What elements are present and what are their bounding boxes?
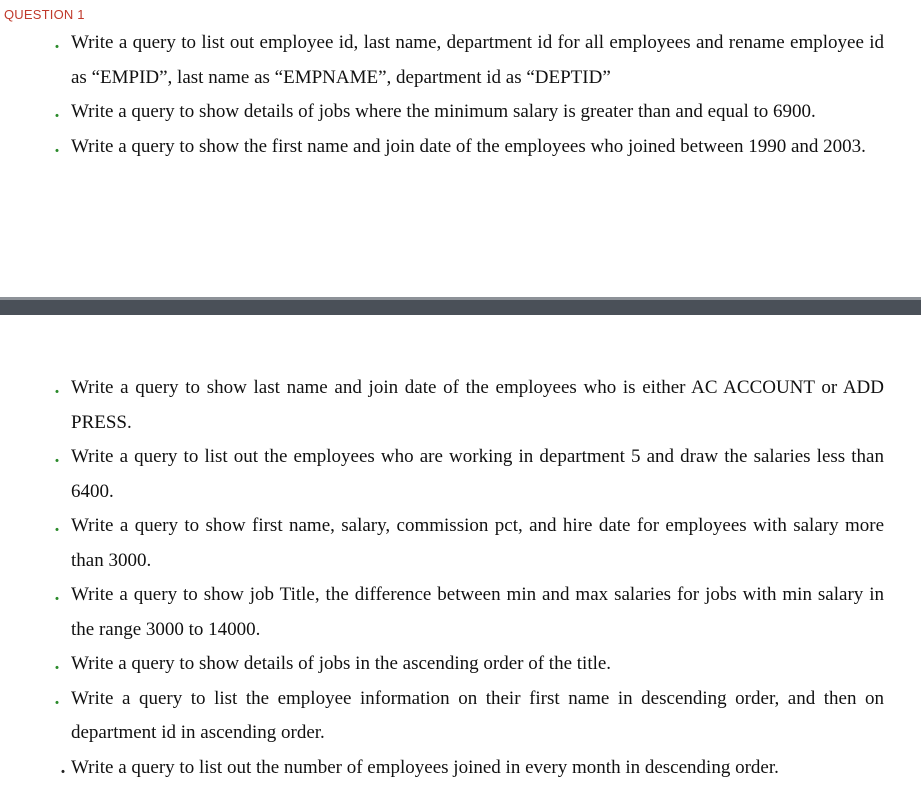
bullet-icon: .	[54, 687, 60, 709]
list-item	[0, 26, 921, 95]
question-text: Write a query to show the first name and join date of the employees who joined between 1990 and 2003.	[71, 135, 866, 157]
list-item	[0, 682, 921, 751]
bullet-icon: .	[54, 584, 60, 605]
bullet-icon: .	[54, 377, 60, 398]
bullet-icon: .	[60, 756, 66, 778]
question-text: Write a query to list out the employees who are working in department 5 and draw the salaries less than 6400.	[71, 446, 884, 502]
question-text: Write a query to list out employee id, last name, department id for all employees and rename employee id as “EMPID”, last name as “EMPNAME”, department id as “DEPTID”	[71, 32, 884, 88]
page-divider	[0, 297, 921, 315]
bullet-icon: .	[54, 446, 60, 467]
question-text: Write a query to show job Title, the difference between min and max salaries for jobs with min salary in the range 3000 to 14000.	[71, 584, 884, 640]
question-label: QUESTION 1	[4, 7, 85, 22]
list-item	[0, 130, 921, 165]
bullet-icon: .	[54, 515, 60, 536]
bullet-icon: .	[54, 135, 60, 157]
list-item	[0, 440, 921, 509]
bullet-icon: .	[54, 32, 60, 53]
question-text: Write a query to list out the number of employees joined in every month in descending order.	[71, 756, 779, 778]
question-text: Write a query to list the employee information on their first name in descending order, and then on department id in ascending order.	[71, 687, 884, 743]
question-text: Write a query to show details of jobs where the minimum salary is greater than and equal to 6900.	[71, 101, 816, 122]
list-item	[0, 371, 921, 440]
question-list-top	[0, 26, 921, 164]
question-text: Write a query to show details of jobs in the ascending order of the title.	[71, 653, 612, 674]
list-item	[0, 647, 921, 682]
question-text: Write a query to show first name, salary, commission pct, and hire date for employees with salary more than 3000.	[71, 515, 884, 571]
bullet-icon: .	[54, 101, 60, 122]
bullet-icon: .	[54, 653, 60, 674]
question-text: Write a query to show last name and join date of the employees who is either AC ACCOUNT or ADD PRESS.	[71, 377, 884, 433]
list-item	[0, 578, 921, 647]
list-item	[0, 509, 921, 578]
list-item	[0, 95, 921, 130]
list-item	[0, 751, 921, 786]
question-list-bottom	[0, 371, 921, 785]
